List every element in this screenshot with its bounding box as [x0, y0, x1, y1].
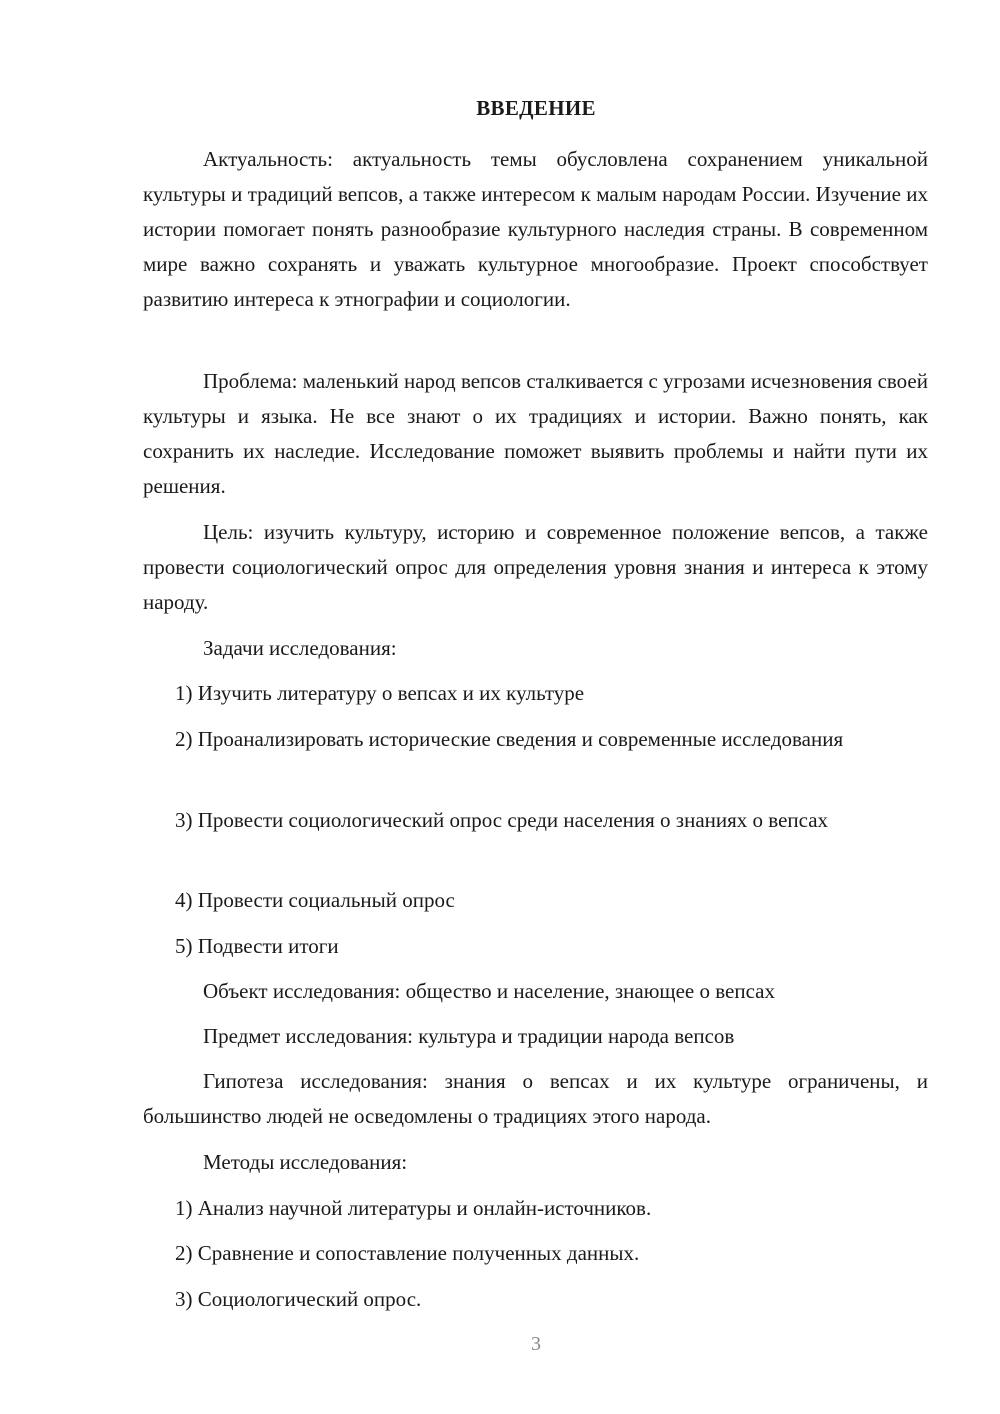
task-item-5: 5) Подвести итоги	[175, 934, 339, 958]
task-item-3: 3) Провести социологический опрос среди населения о знаниях о вепсах	[175, 808, 829, 832]
page-number: 3	[531, 1333, 541, 1355]
paragraph-goal: Цель: изучить культуру, историю и современное положение вепсов, а также провести социологический опрос для определения уровня знания и интереса к этому народу.	[143, 520, 928, 614]
task-item-4: 4) Провести социальный опрос	[175, 888, 455, 912]
methods-heading: Методы исследования:	[203, 1150, 408, 1174]
method-item-1: 1) Анализ научной литературы и онлайн-источников.	[175, 1196, 652, 1220]
research-hypothesis: Гипотеза исследования: знания о вепсах и их культуре ограничены, и большинство людей не осведомлены о традициях этого народа.	[143, 1069, 928, 1128]
method-item-3: 3) Социологический опрос.	[175, 1287, 422, 1311]
research-subject: Предмет исследования: культура и традиции народа вепсов	[203, 1024, 735, 1048]
paragraph-problem: Проблема: маленький народ вепсов сталкивается с угрозами исчезновения своей культуры и языка. Не все знают о их традициях и истории. Важно понять, как сохранить их наследие. Исследование поможет выявить проблемы и найти пути их решения.	[143, 369, 928, 498]
task-item-2: 2) Проанализировать исторические сведения и современные исследования	[175, 727, 844, 751]
research-object: Объект исследования: общество и население, знающее о вепсах	[203, 979, 775, 1003]
section-title: ВВЕДЕНИЕ	[476, 96, 596, 120]
paragraph-relevance: Актуальность: актуальность темы обусловлена сохранением уникальной культуры и традиций вепсов, а также интересом к малым народам России. Изучение их истории помогает понять разнообразие культурного наследия страны. В современном мире важно сохранять и уважать культурное многообразие. Проект способствует развитию интереса к этнографии и социологии.	[143, 147, 928, 311]
method-item-2: 2) Сравнение и сопоставление полученных данных.	[175, 1241, 640, 1265]
task-item-1: 1) Изучить литературу о вепсах и их культуре	[175, 681, 585, 705]
tasks-heading: Задачи исследования:	[203, 636, 397, 660]
